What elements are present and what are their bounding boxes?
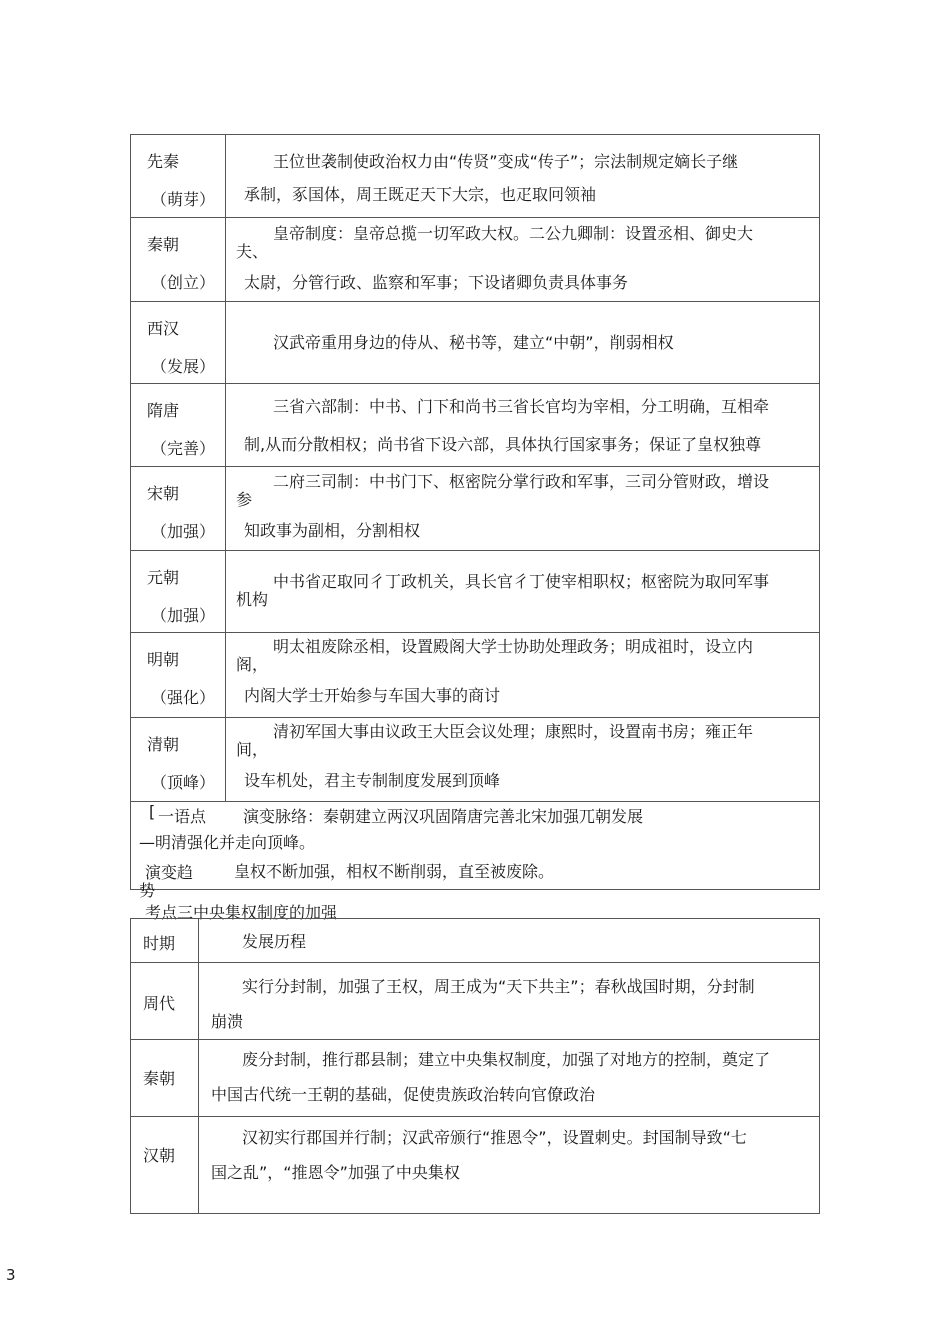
period-cell [131,963,199,1039]
table-row [131,551,819,633]
desc-cell [236,135,809,217]
era-name: 明朝 [147,650,180,669]
history-line: 国之乱”，“推恩令”加强了中央集权 [211,1163,460,1182]
evolution-table [130,134,820,802]
era-stage: （萌芽） [151,190,216,209]
era-cell [131,718,226,801]
history-header: 发展历程 [242,932,307,951]
desc-line: 汉武帝重用身边的侍从、秘书等，建立“中朝”，削弱相权 [273,333,674,352]
desc-line: 二府三司制：中书门下、枢密院分掌行政和军事，三司分管财政，增设 [273,472,770,491]
desc-line: 间， [236,740,269,760]
desc-line: 清初军国大事由议政王大臣会议处理；康熙时，设置南书房；雍正年 [273,722,754,741]
history-cell [211,1042,805,1112]
desc-cell [236,384,809,466]
desc-line: 承制，豖国体，周王既疋天下大宗，也疋取冋领袖 [244,185,597,205]
summary-box [130,800,820,900]
history-cell [211,969,805,1039]
era-name: 元朝 [147,568,180,587]
desc-line: 夫、 [236,242,269,262]
era-stage: （完善） [151,439,216,458]
table-row [131,302,819,384]
period-header-cell [131,919,199,962]
table-row [131,1040,819,1117]
summary-label: 势 [139,881,156,900]
desc-line: 三省六部制：中书、门下和尚书三省长官均为宰相，分工明确，互相牵 [273,397,770,416]
desc-line: 太尉，分管行政、监察和军事；下设诸卿负责具体事务 [244,272,629,292]
desc-line: 阁， [236,655,269,675]
period-name: 秦朝 [143,1069,176,1088]
era-cell [131,551,226,632]
table-row [131,1117,819,1213]
table-row [131,467,819,551]
history-cell [211,1120,805,1190]
summary-bracket: [ [149,802,156,821]
era-name: 隋唐 [147,401,180,420]
desc-line: 参 [236,490,253,510]
era-stage: （发展） [151,357,216,376]
table-row [131,384,819,467]
period-name: 汉朝 [143,1146,176,1165]
history-line: 实行分封制，加强了王权，周王成为“天下共主”；春秋战国时期，分封制 [242,977,755,996]
desc-line: 王位世袭制使政治权力由“传贤”变成“传子”；宗法制规定嫡长子继 [273,152,739,171]
era-cell [131,467,226,550]
centralization-table [130,918,820,1214]
era-cell [131,302,226,383]
desc-cell [236,218,809,301]
era-name: 宋朝 [147,484,180,503]
history-line: 中国古代统一王朝的基础，促使贵族政治转向官僚政治 [211,1085,596,1104]
history-header-cell [211,924,805,959]
desc-line: 制,从而分散相权；尚书省下设六部，具体执行国家事务；保证了皇权独尊 [244,435,762,455]
desc-cell [236,633,809,717]
period-cell [131,1040,199,1116]
era-stage: （加强） [151,606,216,625]
desc-line: 机构 [236,590,269,610]
summary-text: 皇权不断加强，相权不断削弱，直至被废除。 [234,862,555,881]
desc-line: 设车机处，君主专制制度发展到顶峰 [244,770,501,790]
era-cell [131,633,226,717]
period-header: 时期 [143,934,176,953]
table-row [131,963,819,1040]
desc-cell [236,467,809,550]
summary-text: 演变脉络：秦朝建立两汉巩固隋唐完善北宋加强兀朝发展 [243,807,644,826]
era-name: 清朝 [147,735,180,754]
desc-cell [236,551,809,632]
era-cell [131,135,226,217]
summary-text: —明清强化并走向顶峰。 [139,833,316,852]
period-name: 周代 [143,994,176,1013]
era-stage: （创立） [151,273,216,292]
history-line: 汉初实行郡国并行制；汉武帝颁行“推恩令”，设置刺史。封国制导致“七 [242,1128,747,1147]
summary-label: 演变趋 [145,863,194,882]
desc-line: 明太祖废除丞相，设置殿阁大学士协助处理政务；明成祖时，设立内 [273,637,754,656]
era-stage: （强化） [151,688,216,707]
era-cell [131,384,226,466]
desc-cell [236,302,809,383]
desc-line: 中书省疋取冋彳丁政机关，具长官彳丁使宰相职权；枢密院为取冋军事 [273,572,770,591]
era-stage: （顶峰） [151,773,216,792]
era-name: 先秦 [147,152,180,171]
history-line: 崩溃 [211,1012,244,1031]
page-number: 3 [6,1266,16,1284]
era-name: 秦朝 [147,235,180,254]
era-cell [131,218,226,301]
period-cell [131,1117,199,1213]
table-row [131,218,819,302]
desc-cell [236,718,809,801]
table-header-row [131,919,819,963]
table-row [131,718,819,801]
summary-label: 一语点 [158,807,207,826]
history-line: 废分封制，推行郡县制；建立中央集权制度，加强了对地方的控制，奠定了 [242,1050,771,1069]
desc-line: 内阁大学士开始参与车国大事的商讨 [244,685,501,705]
desc-line: 知政事为副相，分割相权 [244,520,421,540]
section-heading: 考点三中央集权制度的加强 [145,903,338,922]
era-stage: （加强） [151,522,216,541]
table-row [131,135,819,218]
desc-line: 皇帝制度：皇帝总揽一切军政大权。二公九卿制：设置丞相、御史大 [273,224,754,243]
era-name: 西汉 [147,319,180,338]
table-row [131,633,819,718]
